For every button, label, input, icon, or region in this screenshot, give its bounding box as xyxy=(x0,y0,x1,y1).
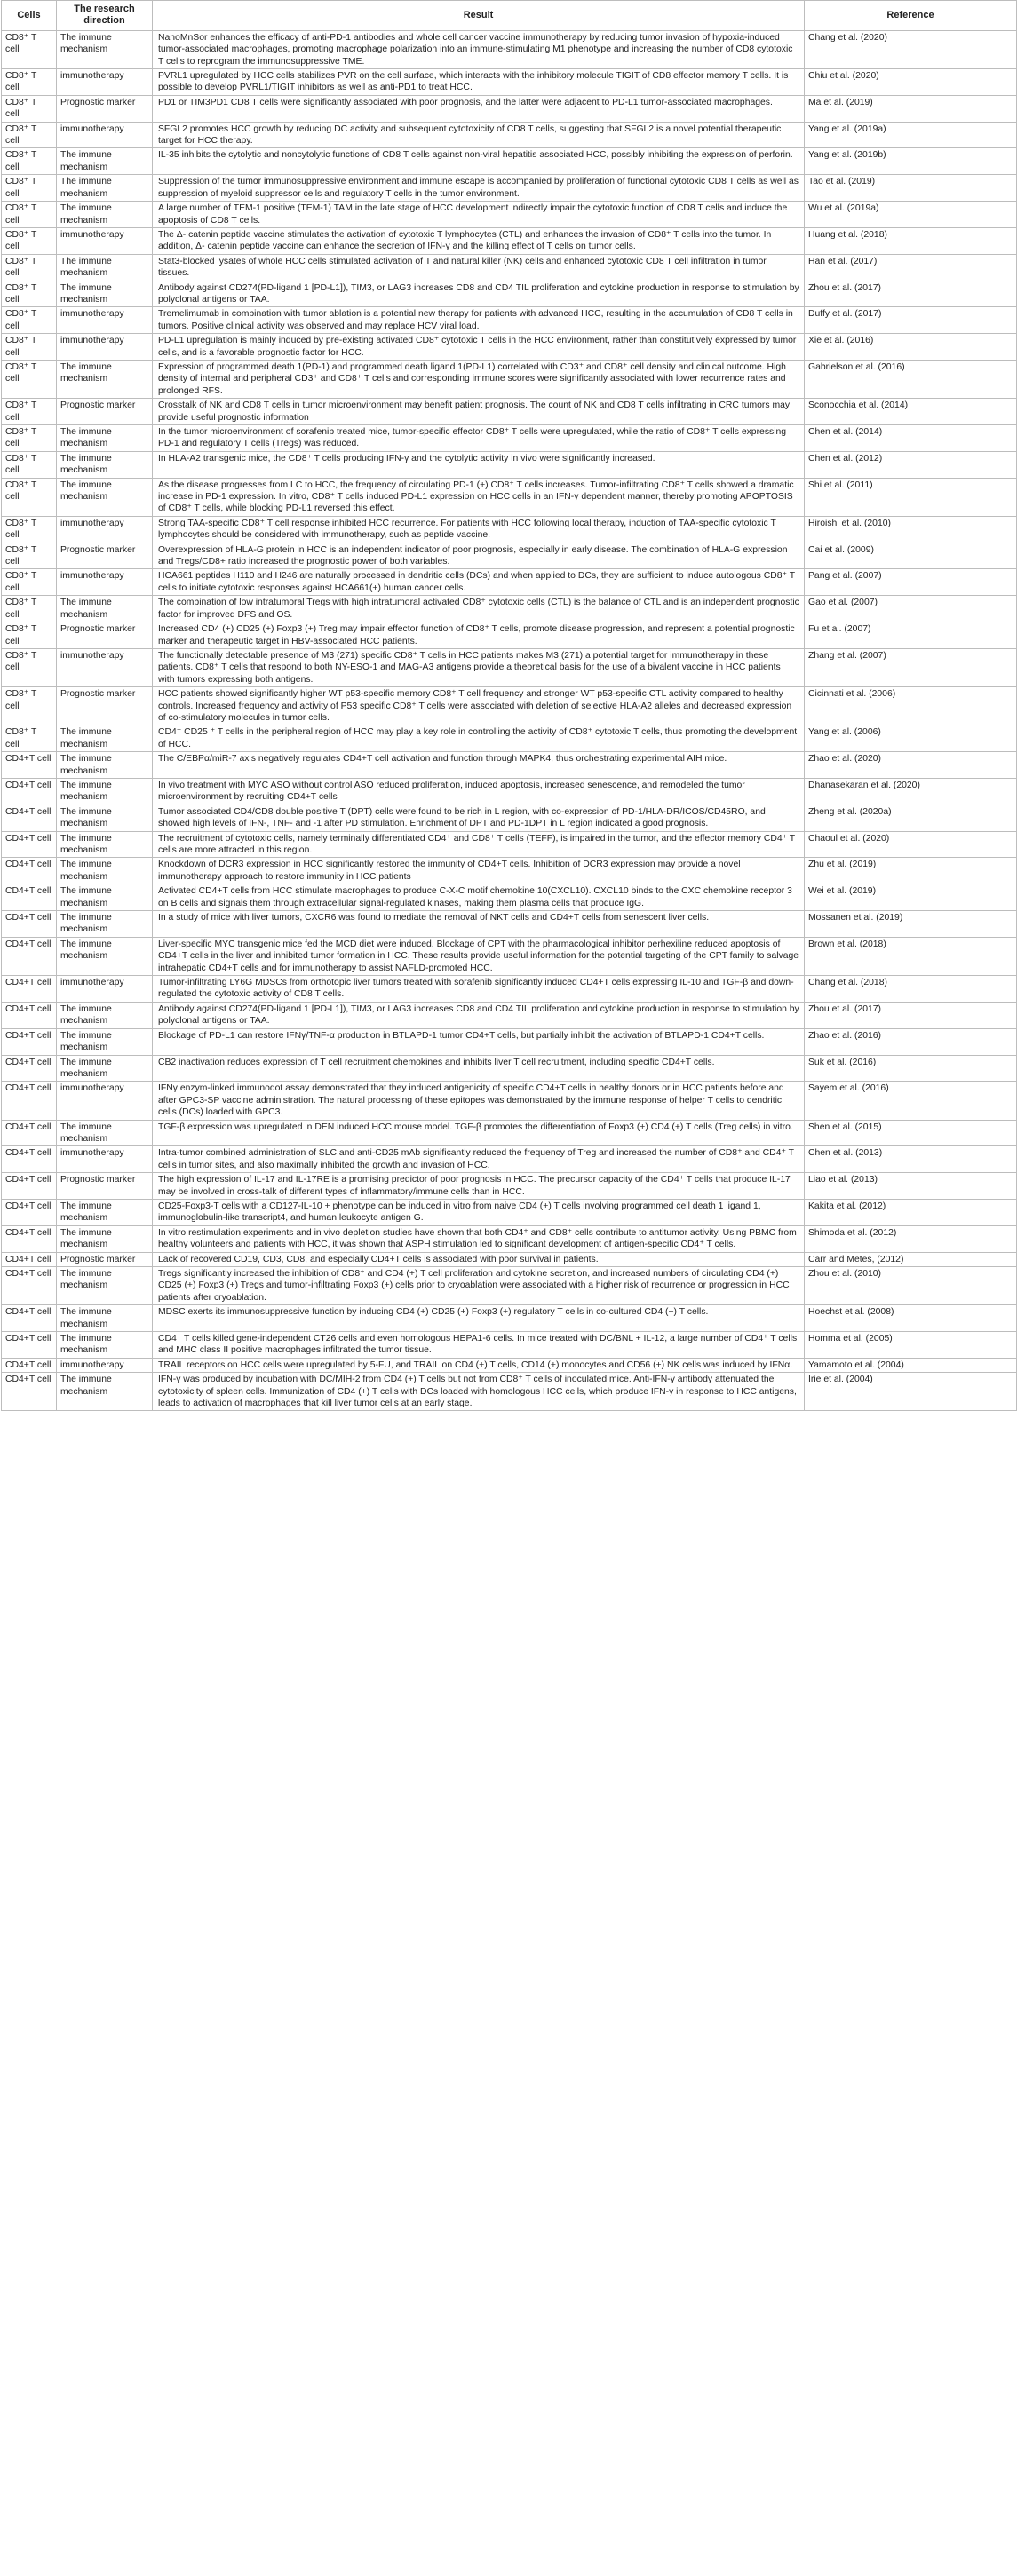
result-cell: TGF-β expression was upregulated in DEN induced HCC mouse model. TGF-β promotes the differentiation of Foxp3 (+) CD4 (+) T cells (Treg cells) in vitro. xyxy=(153,1120,805,1146)
result-cell: The C/EBPα/miR-7 axis negatively regulates CD4+T cell activation and function through MAPK4, thus orchestrating experimental AIH mice. xyxy=(153,752,805,779)
table-row xyxy=(2,687,1017,725)
research-direction-cell: The immune mechanism xyxy=(57,858,153,884)
table-row xyxy=(2,1373,1017,1411)
reference-cell: Zhao et al. (2016) xyxy=(805,1028,1017,1055)
reference-cell: Yang et al. (2019b) xyxy=(805,148,1017,175)
cell-type-cell: CD4+T cell xyxy=(2,1358,57,1372)
reference-cell: Sayem et al. (2016) xyxy=(805,1082,1017,1120)
cell-type-cell: CD8⁺ T cell xyxy=(2,334,57,361)
research-direction-cell: immunotherapy xyxy=(57,1082,153,1120)
reference-cell: Chen et al. (2014) xyxy=(805,425,1017,452)
result-cell: MDSC exerts its immunosuppressive function by inducing CD4 (+) CD25 (+) Foxp3 (+) regulatory T cells in co-cultured CD4 (+) T cells. xyxy=(153,1305,805,1332)
table-row xyxy=(2,778,1017,805)
table-row xyxy=(2,752,1017,779)
result-cell: CD25-Foxp3-T cells with a CD127-IL-10 + phenotype can be induced in vitro from naive CD4 (+) T cells involving programmed cell death 1 ligand 1, immunoglobulin-like transcript4, and human leukocyte antigen G. xyxy=(153,1199,805,1225)
research-direction-cell: The immune mechanism xyxy=(57,1055,153,1082)
table-row xyxy=(2,569,1017,596)
result-cell: Lack of recovered CD19, CD3, CD8, and especially CD4+T cells is associated with poor survival in patients. xyxy=(153,1252,805,1266)
reference-cell: Ma et al. (2019) xyxy=(805,95,1017,122)
reference-cell: Xie et al. (2016) xyxy=(805,334,1017,361)
result-cell: Tumor associated CD4/CD8 double positive T (DPT) cells were found to be rich in L region, with co-expression of PD-1/HLA-DR/ICOS/CD45RO, and showed high levels of IFN-, TNF- and -1 after PD stimulation. Enrichment of DPT and PD-1DPT in L region indicated a good prognosis. xyxy=(153,805,805,831)
result-cell: In a study of mice with liver tumors, CXCR6 was found to mediate the removal of NKT cells and CD4+T cells from senescent liver cells. xyxy=(153,911,805,938)
cell-type-cell: CD4+T cell xyxy=(2,1332,57,1359)
result-cell: HCA661 peptides H110 and H246 are naturally processed in dendritic cells (DCs) and when applied to DCs, they are sufficient to induce autologous CD8⁺ T cells to initiate cytotoxic responses against HCA661(+) human cancer cells. xyxy=(153,569,805,596)
result-cell: In vivo treatment with MYC ASO without control ASO reduced proliferation, induced apoptosis, increased senescence, and remodeled the tumor microenvironment by recruiting CD4+T cells xyxy=(153,778,805,805)
table-row xyxy=(2,1225,1017,1252)
cell-type-cell: CD4+T cell xyxy=(2,1373,57,1411)
cell-type-cell: CD8⁺ T cell xyxy=(2,425,57,452)
result-cell: PD-L1 upregulation is mainly induced by pre-existing activated CD8⁺ cytotoxic T cells in the HCC environment, rather than constitutively expressed by tumor cells, and is a favorable prognostic factor for HCC. xyxy=(153,334,805,361)
research-direction-cell: The immune mechanism xyxy=(57,1305,153,1332)
header-row xyxy=(2,1,1017,31)
table-row xyxy=(2,831,1017,858)
table-row xyxy=(2,1082,1017,1120)
reference-cell: Shi et al. (2011) xyxy=(805,478,1017,516)
table-row xyxy=(2,1028,1017,1055)
table-row xyxy=(2,307,1017,334)
result-cell: Antibody against CD274(PD-ligand 1 [PD-L1]), TIM3, or LAG3 increases CD8 and CD4 TIL proliferation and cytokine production in response to stimulation by polyclonal antigens or TAA. xyxy=(153,281,805,307)
result-cell: A large number of TEM-1 positive (TEM-1) TAM in the late stage of HCC development indirectly impair the cytotoxic function of CD8 T cells and induce the apoptosis of CD8 T cells. xyxy=(153,202,805,228)
cell-type-cell: CD8⁺ T cell xyxy=(2,725,57,752)
table-row xyxy=(2,516,1017,543)
research-direction-cell: The immune mechanism xyxy=(57,831,153,858)
research-direction-cell: The immune mechanism xyxy=(57,254,153,281)
result-cell: Tregs significantly increased the inhibition of CD8⁺ and CD4 (+) T cell proliferation and cytokine secretion, and increased numbers of circulating CD4 (+) CD25 (+) Foxp3 (+) Tregs and tumor-infiltrating Foxp3 (+) cells prior to cryoablation were associated with a higher risk of recurrence or progression in HCC patients after cryoablation. xyxy=(153,1267,805,1305)
result-cell: Increased CD4 (+) CD25 (+) Foxp3 (+) Treg may impair effector function of CD8⁺ T cells, promote disease progression, and represent a potential prognostic marker and therapeutic target in HBV-associated HCC patients. xyxy=(153,622,805,649)
cell-type-cell: CD8⁺ T cell xyxy=(2,360,57,398)
research-direction-cell: The immune mechanism xyxy=(57,478,153,516)
table-row xyxy=(2,478,1017,516)
result-cell: CD4⁺ CD25 ⁺ T cells in the peripheral region of HCC may play a key role in controlling the activity of CD8⁺ cytotoxic T cells, thus promoting the development of HCC. xyxy=(153,725,805,752)
reference-cell: Irie et al. (2004) xyxy=(805,1373,1017,1411)
cell-type-cell: CD4+T cell xyxy=(2,752,57,779)
table-row xyxy=(2,254,1017,281)
cell-type-cell: CD4+T cell xyxy=(2,1173,57,1200)
result-cell: TRAIL receptors on HCC cells were upregulated by 5-FU, and TRAIL on CD4 (+) T cells, CD14 (+) monocytes and CD56 (+) NK cells was induced by IFNα. xyxy=(153,1358,805,1372)
table-row xyxy=(2,1267,1017,1305)
reference-cell: Fu et al. (2007) xyxy=(805,622,1017,649)
research-direction-cell: Prognostic marker xyxy=(57,687,153,725)
cell-type-cell: CD4+T cell xyxy=(2,911,57,938)
reference-cell: Gao et al. (2007) xyxy=(805,596,1017,622)
reference-cell: Zheng et al. (2020a) xyxy=(805,805,1017,831)
research-direction-cell: immunotherapy xyxy=(57,227,153,254)
result-cell: Antibody against CD274(PD-ligand 1 [PD-L1]), TIM3, or LAG3 increases CD8 and CD4 TIL proliferation and cytokine production in response to stimulation by polyclonal antigens or TAA. xyxy=(153,1002,805,1028)
reference-cell: Homma et al. (2005) xyxy=(805,1332,1017,1359)
result-cell: SFGL2 promotes HCC growth by reducing DC activity and subsequent cytotoxicity of CD8 T cells, suggesting that SFGL2 is a novel potential therapeutic target for HCC therapy. xyxy=(153,122,805,148)
cell-type-cell: CD8⁺ T cell xyxy=(2,687,57,725)
table-row xyxy=(2,976,1017,1003)
research-direction-cell: The immune mechanism xyxy=(57,281,153,307)
research-direction-cell: The immune mechanism xyxy=(57,1120,153,1146)
research-direction-cell: immunotherapy xyxy=(57,1358,153,1372)
table-row xyxy=(2,622,1017,649)
reference-cell: Wu et al. (2019a) xyxy=(805,202,1017,228)
cell-type-cell: CD8⁺ T cell xyxy=(2,69,57,96)
research-direction-cell: The immune mechanism xyxy=(57,911,153,938)
table-row xyxy=(2,69,1017,96)
table-row xyxy=(2,725,1017,752)
result-cell: Strong TAA-specific CD8⁺ T cell response inhibited HCC recurrence. For patients with HCC following local therapy, induction of TAA-specific cytotoxic T lymphocytes should be considered with immunotherapy, such as peptide vaccine. xyxy=(153,516,805,543)
result-cell: IFN-γ was produced by incubation with DC/MIH-2 from CD4 (+) T cells but not from CD8⁺ T cells of inoculated mice. Anti-IFN-γ antibody attenuated the cytotoxicity of spleen cells. Immunization of CD4 (+) T cells with DCs loaded with homologous HCC cells, which produce IFN-γ in response to HCC antigens, leads to activation of macrophages that kill liver tumor cells at an early stage. xyxy=(153,1373,805,1411)
table-row xyxy=(2,227,1017,254)
table-row xyxy=(2,911,1017,938)
research-direction-cell: Prognostic marker xyxy=(57,399,153,425)
table-row xyxy=(2,1055,1017,1082)
research-direction-cell: The immune mechanism xyxy=(57,725,153,752)
result-cell: Activated CD4+T cells from HCC stimulate macrophages to produce C-X-C motif chemokine 10(CXCL10). CXCL10 binds to the CXC chemokine receptor 3 on B cells and signals them through extracellular signal-regulated kinases, making them plasma cells that produce IgG. xyxy=(153,884,805,911)
reference-cell: Dhanasekaran et al. (2020) xyxy=(805,778,1017,805)
reference-cell: Chang et al. (2020) xyxy=(805,30,1017,68)
table-row xyxy=(2,281,1017,307)
result-cell: Suppression of the tumor immunosuppressive environment and immune escape is accompanied by proliferation of functional cytotoxic CD8 T cells as well as suppression of myeloid suppressor cells and regulatory T cells in the tumor environment. xyxy=(153,175,805,202)
result-cell: CB2 inactivation reduces expression of T cell recruitment chemokines and inhibits liver T cell recruitment, including specific CD4+T cells. xyxy=(153,1055,805,1082)
table-row xyxy=(2,858,1017,884)
table-row xyxy=(2,596,1017,622)
cell-type-cell: CD4+T cell xyxy=(2,778,57,805)
reference-cell: Chiu et al. (2020) xyxy=(805,69,1017,96)
table-row xyxy=(2,1358,1017,1372)
reference-cell: Yamamoto et al. (2004) xyxy=(805,1358,1017,1372)
cell-type-cell: CD4+T cell xyxy=(2,976,57,1003)
table-row xyxy=(2,95,1017,122)
table-row xyxy=(2,122,1017,148)
research-direction-cell: The immune mechanism xyxy=(57,778,153,805)
cell-type-cell: CD8⁺ T cell xyxy=(2,516,57,543)
header-cells: Cells xyxy=(2,1,57,31)
research-direction-cell: The immune mechanism xyxy=(57,30,153,68)
header-result: Result xyxy=(153,1,805,31)
reference-cell: Hiroishi et al. (2010) xyxy=(805,516,1017,543)
cell-type-cell: CD8⁺ T cell xyxy=(2,281,57,307)
table-row xyxy=(2,884,1017,911)
research-direction-cell: immunotherapy xyxy=(57,976,153,1003)
research-direction-cell: Prognostic marker xyxy=(57,1173,153,1200)
research-direction-cell: The immune mechanism xyxy=(57,202,153,228)
reference-cell: Shen et al. (2015) xyxy=(805,1120,1017,1146)
result-cell: NanoMnSor enhances the efficacy of anti-PD-1 antibodies and whole cell cancer vaccine immunotherapy by reducing tumor invasion of hypoxia-induced tumor-associated macrophages, promoting macrophage polarization into an immune-stimulating M1 phenotype and increasing the number of CD8 cytotoxic T cells to reprogram the immunosuppressive TME. xyxy=(153,30,805,68)
table-row xyxy=(2,334,1017,361)
reference-cell: Duffy et al. (2017) xyxy=(805,307,1017,334)
result-cell: The recruitment of cytotoxic cells, namely terminally differentiated CD4⁺ and CD8⁺ T cells (TEFF), is impaired in the tumor, and the effector memory CD4⁺ T cells are more attracted in this region. xyxy=(153,831,805,858)
header-reference: Reference xyxy=(805,1,1017,31)
research-direction-cell: Prognostic marker xyxy=(57,95,153,122)
cell-type-cell: CD8⁺ T cell xyxy=(2,307,57,334)
result-cell: In the tumor microenvironment of sorafenib treated mice, tumor-specific effector CD8⁺ T cells were upregulated, while the ratio of CD8⁺ T cells expressing PD-1 and regulatory T cells (Tregs) was reduced. xyxy=(153,425,805,452)
result-cell: As the disease progresses from LC to HCC, the frequency of circulating PD-1 (+) CD8⁺ T cells increases. Tumor-infiltrating CD8⁺ T cells showed a dramatic increase in PD-1 expression. In vitro, CD8⁺ T cells induced PD-L1 expression on HCC cells in an IFN-γ dependent manner, thereby promoting APOPTOSIS of CD8⁺ T cells, while blocking PD-L1 reversed this effect. xyxy=(153,478,805,516)
research-direction-cell: Prognostic marker xyxy=(57,543,153,569)
table-body xyxy=(2,30,1017,1411)
cell-type-cell: CD4+T cell xyxy=(2,1267,57,1305)
header-research-direction: The research direction xyxy=(57,1,153,31)
cell-type-cell: CD4+T cell xyxy=(2,937,57,975)
research-direction-cell: The immune mechanism xyxy=(57,1332,153,1359)
research-direction-cell: The immune mechanism xyxy=(57,360,153,398)
reference-cell: Zhou et al. (2017) xyxy=(805,1002,1017,1028)
table-row xyxy=(2,1146,1017,1173)
research-direction-cell: immunotherapy xyxy=(57,122,153,148)
research-direction-cell: The immune mechanism xyxy=(57,1267,153,1305)
table-row xyxy=(2,543,1017,569)
research-direction-cell: immunotherapy xyxy=(57,307,153,334)
table-row xyxy=(2,1120,1017,1146)
result-cell: The combination of low intratumoral Tregs with high intratumoral activated CD8⁺ cytotoxic cells (CTL) is the balance of CTL and is an independent prognostic factor for improved DFS and OS. xyxy=(153,596,805,622)
reference-cell: Gabrielson et al. (2016) xyxy=(805,360,1017,398)
result-cell: Tumor-infiltrating LY6G MDSCs from orthotopic liver tumors treated with sorafenib significantly induced CD4+T cells expressing IL-10 and TGF-β and down-regulated the cytotoxic activity of CD8 T cells. xyxy=(153,976,805,1003)
result-cell: IL-35 inhibits the cytolytic and noncytolytic functions of CD8 T cells against non-viral hepatitis associated HCC, possibly inhibiting the expression of perforin. xyxy=(153,148,805,175)
research-direction-cell: The immune mechanism xyxy=(57,175,153,202)
result-cell: Overexpression of HLA-G protein in HCC is an independent indicator of poor prognosis, especially in early disease. The combination of HLA-G expression and Tregs/CD8+ ratio increased the prognostic power of both variables. xyxy=(153,543,805,569)
reference-cell: Kakita et al. (2012) xyxy=(805,1199,1017,1225)
reference-cell: Chen et al. (2013) xyxy=(805,1146,1017,1173)
reference-cell: Chaoul et al. (2020) xyxy=(805,831,1017,858)
research-direction-cell: The immune mechanism xyxy=(57,805,153,831)
reference-cell: Cicinnati et al. (2006) xyxy=(805,687,1017,725)
reference-cell: Chen et al. (2012) xyxy=(805,451,1017,478)
research-direction-cell: The immune mechanism xyxy=(57,1028,153,1055)
results-table xyxy=(1,0,1017,1411)
table-row xyxy=(2,175,1017,202)
cell-type-cell: CD8⁺ T cell xyxy=(2,451,57,478)
result-cell: Blockage of PD-L1 can restore IFNγ/TNF-α production in BTLAPD-1 tumor CD4+T cells, but partially inhibit the activation of BTLAPD-1 CD4+T cells. xyxy=(153,1028,805,1055)
reference-cell: Hoechst et al. (2008) xyxy=(805,1305,1017,1332)
research-direction-cell: Prognostic marker xyxy=(57,622,153,649)
cell-type-cell: CD4+T cell xyxy=(2,1055,57,1082)
cell-type-cell: CD4+T cell xyxy=(2,831,57,858)
research-direction-cell: The immune mechanism xyxy=(57,1199,153,1225)
cell-type-cell: CD8⁺ T cell xyxy=(2,543,57,569)
reference-cell: Zhang et al. (2007) xyxy=(805,648,1017,686)
research-direction-cell: immunotherapy xyxy=(57,69,153,96)
table-row xyxy=(2,148,1017,175)
research-direction-cell: The immune mechanism xyxy=(57,451,153,478)
result-cell: Knockdown of DCR3 expression in HCC significantly restored the immunity of CD4+T cells. Inhibition of DCR3 expression may provide a novel immunotherapy approach to restore immunity in HCC patients xyxy=(153,858,805,884)
cell-type-cell: CD4+T cell xyxy=(2,1120,57,1146)
result-cell: Crosstalk of NK and CD8 T cells in tumor microenvironment may benefit patient prognosis. The count of NK and CD8 T cells infiltrating in CRC tumors may provide useful prognostic information xyxy=(153,399,805,425)
reference-cell: Mossanen et al. (2019) xyxy=(805,911,1017,938)
reference-cell: Liao et al. (2013) xyxy=(805,1173,1017,1200)
reference-cell: Zhou et al. (2017) xyxy=(805,281,1017,307)
table-row xyxy=(2,805,1017,831)
reference-cell: Tao et al. (2019) xyxy=(805,175,1017,202)
cell-type-cell: CD4+T cell xyxy=(2,1028,57,1055)
result-cell: In vitro restimulation experiments and in vivo depletion studies have shown that both CD4⁺ and CD8⁺ cells contribute to antitumor activity. Using PBMC from healthy volunteers and patients with HCC, it was shown that ASPH stimulation led to significant development of antigen-specific CD4⁺ T cells. xyxy=(153,1225,805,1252)
reference-cell: Han et al. (2017) xyxy=(805,254,1017,281)
table-row xyxy=(2,1332,1017,1359)
cell-type-cell: CD8⁺ T cell xyxy=(2,122,57,148)
reference-cell: Yang et al. (2006) xyxy=(805,725,1017,752)
cell-type-cell: CD4+T cell xyxy=(2,1252,57,1266)
result-cell: IFNγ enzym-linked immunodot assay demonstrated that they induced antigenicity of specific CD4+T cells in healthy donors or in HCC patients before and after GPC3-SP vaccine administration. The natural processing of these epitopes was demonstrated by the immune response of helper T cells to dendritic cells (DCs) loaded with GPC3. xyxy=(153,1082,805,1120)
result-cell: In HLA-A2 transgenic mice, the CD8⁺ T cells producing IFN-γ and the cytolytic activity in vivo were significantly increased. xyxy=(153,451,805,478)
reference-cell: Shimoda et al. (2012) xyxy=(805,1225,1017,1252)
table-row xyxy=(2,1199,1017,1225)
result-cell: HCC patients showed significantly higher WT p53-specific memory CD8⁺ T cell frequency and stronger WT p53-specific CTL activity compared to healthy controls. Increased frequency and activity of P53 specific CD8⁺ T cells were associated with deletion of selective HLA-A2 alleles and decreased expression of co-stimulatory molecules in tumor cells. xyxy=(153,687,805,725)
table-row xyxy=(2,202,1017,228)
research-direction-cell: The immune mechanism xyxy=(57,884,153,911)
cell-type-cell: CD8⁺ T cell xyxy=(2,148,57,175)
reference-cell: Wei et al. (2019) xyxy=(805,884,1017,911)
cell-type-cell: CD8⁺ T cell xyxy=(2,622,57,649)
result-cell: The Δ- catenin peptide vaccine stimulates the activation of cytotoxic T lymphocytes (CTL) and enhances the invasion of CD8⁺ T cells into the tumor. In addition, Δ- catenin peptide vaccine can enhance the secretion of IFN-γ and the killing effect of T cells on tumor cells. xyxy=(153,227,805,254)
cell-type-cell: CD4+T cell xyxy=(2,858,57,884)
cell-type-cell: CD4+T cell xyxy=(2,1002,57,1028)
reference-cell: Huang et al. (2018) xyxy=(805,227,1017,254)
cell-type-cell: CD8⁺ T cell xyxy=(2,30,57,68)
cell-type-cell: CD8⁺ T cell xyxy=(2,478,57,516)
cell-type-cell: CD8⁺ T cell xyxy=(2,399,57,425)
research-direction-cell: The immune mechanism xyxy=(57,425,153,452)
reference-cell: Sconocchia et al. (2014) xyxy=(805,399,1017,425)
table-row xyxy=(2,937,1017,975)
table-row xyxy=(2,1002,1017,1028)
cell-type-cell: CD8⁺ T cell xyxy=(2,254,57,281)
cell-type-cell: CD8⁺ T cell xyxy=(2,596,57,622)
research-direction-cell: The immune mechanism xyxy=(57,937,153,975)
table-row xyxy=(2,1305,1017,1332)
cell-type-cell: CD8⁺ T cell xyxy=(2,569,57,596)
cell-type-cell: CD4+T cell xyxy=(2,1305,57,1332)
reference-cell: Brown et al. (2018) xyxy=(805,937,1017,975)
cell-type-cell: CD8⁺ T cell xyxy=(2,95,57,122)
cell-type-cell: CD8⁺ T cell xyxy=(2,648,57,686)
reference-cell: Carr and Metes, (2012) xyxy=(805,1252,1017,1266)
reference-cell: Zhao et al. (2020) xyxy=(805,752,1017,779)
research-direction-cell: The immune mechanism xyxy=(57,1373,153,1411)
reference-cell: Cai et al. (2009) xyxy=(805,543,1017,569)
result-cell: Stat3-blocked lysates of whole HCC cells stimulated activation of T and natural killer (NK) cells and enhanced cytotoxic CD8 T cell infiltration in tumor tissues. xyxy=(153,254,805,281)
result-cell: Tremelimumab in combination with tumor ablation is a potential new therapy for patients with advanced HCC, resulting in the accumulation of CD8 T cells in tumors. Positive clinical activity was observed and may replace HCV viral load. xyxy=(153,307,805,334)
table-row xyxy=(2,425,1017,452)
cell-type-cell: CD4+T cell xyxy=(2,1082,57,1120)
research-direction-cell: immunotherapy xyxy=(57,569,153,596)
table-row xyxy=(2,451,1017,478)
result-cell: PD1 or TIM3PD1 CD8 T cells were significantly associated with poor prognosis, and the latter were adjacent to PD-L1 tumor-associated macrophages. xyxy=(153,95,805,122)
research-direction-cell: The immune mechanism xyxy=(57,148,153,175)
cell-type-cell: CD4+T cell xyxy=(2,1146,57,1173)
result-cell: CD4⁺ T cells killed gene-independent CT26 cells and even homologous HEPA1-6 cells. In mice treated with DC/BNL + IL-12, a large number of CD4⁺ T cells and MHC class II positive macrophages infiltrated the tumor tissue. xyxy=(153,1332,805,1359)
cell-type-cell: CD4+T cell xyxy=(2,1225,57,1252)
result-cell: The functionally detectable presence of M3 (271) specific CD8⁺ T cells in HCC patients makes M3 (271) a potential target for immunotherapy in these patients. CD8⁺ T cells that respond to both NY-ESO-1 and MAG-A3 antigens provide a theoretical basis for the use of a bivalent vaccine in HCC patients with tumors expressing both antigens. xyxy=(153,648,805,686)
research-direction-cell: immunotherapy xyxy=(57,1146,153,1173)
research-direction-cell: Prognostic marker xyxy=(57,1252,153,1266)
reference-cell: Yang et al. (2019a) xyxy=(805,122,1017,148)
cell-type-cell: CD4+T cell xyxy=(2,1199,57,1225)
result-cell: Liver-specific MYC transgenic mice fed the MCD diet were induced. Blockage of CPT with the pharmacological inhibitor perhexiline reduced apoptosis of CD4+T cells in the liver and inhibited tumor formation in HCC. These results provide useful information for the potential targeting of the CPT family to salvage intrahepatic CD4+T cells and for immunotherapy to assist NAFLD-promoted HCC. xyxy=(153,937,805,975)
cell-type-cell: CD4+T cell xyxy=(2,805,57,831)
research-direction-cell: immunotherapy xyxy=(57,516,153,543)
cell-type-cell: CD8⁺ T cell xyxy=(2,175,57,202)
table-row xyxy=(2,30,1017,68)
cell-type-cell: CD8⁺ T cell xyxy=(2,227,57,254)
research-direction-cell: immunotherapy xyxy=(57,648,153,686)
research-direction-cell: The immune mechanism xyxy=(57,1225,153,1252)
table-row xyxy=(2,399,1017,425)
reference-cell: Chang et al. (2018) xyxy=(805,976,1017,1003)
table-row xyxy=(2,648,1017,686)
reference-cell: Pang et al. (2007) xyxy=(805,569,1017,596)
table-row xyxy=(2,1173,1017,1200)
result-cell: PVRL1 upregulated by HCC cells stabilizes PVR on the cell surface, which interacts with the inhibitory molecule TIGIT of CD8 effector memory T cells. It is possible to develop PVRL1/TIGIT inhibitors as well as anti-PD1 to treat HCC. xyxy=(153,69,805,96)
result-cell: The high expression of IL-17 and IL-17RE is a promising predictor of poor prognosis in HCC. The precursor capacity of the CD4⁺ T cells that produce IL-17 may be involved in cross-talk of different types of inflammatory/immune cells than in HCC. xyxy=(153,1173,805,1200)
result-cell: Expression of programmed death 1(PD-1) and programmed death ligand 1(PD-L1) correlated with CD3⁺ and CD8⁺ cell density and clinical outcome. High density of internal and peripheral CD3⁺ and CD8⁺ T cells and corresponding immune scores were significantly associated with lower recurrence rates and prolonged RFS. xyxy=(153,360,805,398)
research-direction-cell: The immune mechanism xyxy=(57,1002,153,1028)
research-direction-cell: The immune mechanism xyxy=(57,752,153,779)
result-cell: Intra-tumor combined administration of SLC and anti-CD25 mAb significantly reduced the frequency of Treg and increased the number of CD8⁺ and CD4⁺ T cells in tumor sites, and also maximally inhibited the growth and invasion of HCC. xyxy=(153,1146,805,1173)
reference-cell: Zhu et al. (2019) xyxy=(805,858,1017,884)
reference-cell: Suk et al. (2016) xyxy=(805,1055,1017,1082)
research-direction-cell: immunotherapy xyxy=(57,334,153,361)
table-row xyxy=(2,360,1017,398)
cell-type-cell: CD4+T cell xyxy=(2,884,57,911)
reference-cell: Zhou et al. (2010) xyxy=(805,1267,1017,1305)
research-direction-cell: The immune mechanism xyxy=(57,596,153,622)
table-row xyxy=(2,1252,1017,1266)
cell-type-cell: CD8⁺ T cell xyxy=(2,202,57,228)
